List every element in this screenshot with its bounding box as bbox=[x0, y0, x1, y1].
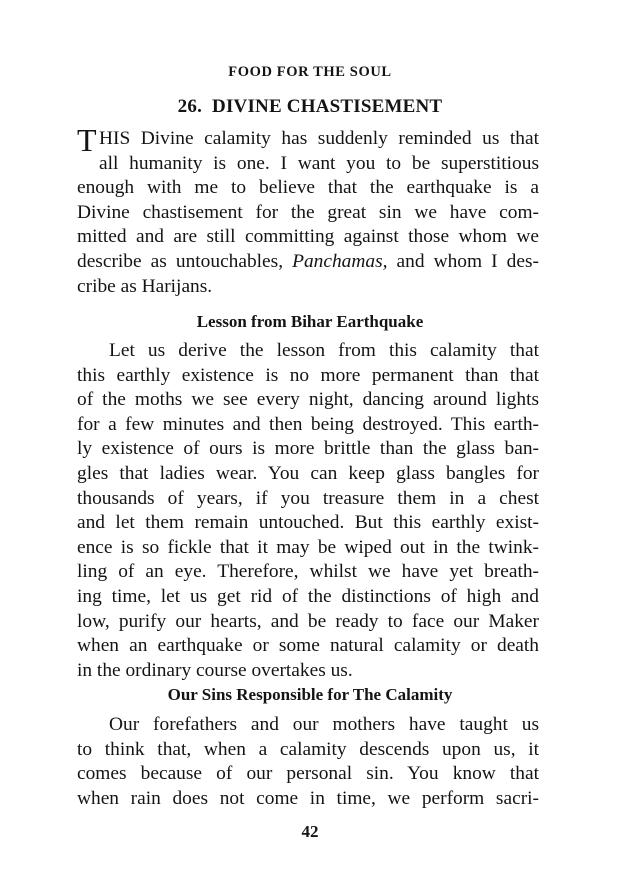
section-heading: Our Sins Responsible for The Calamity bbox=[167, 685, 453, 704]
text-line: and let them remain untouched. But this earthly exist- bbox=[77, 512, 539, 534]
text-line: when an earthquake or some natural calamity or death bbox=[77, 635, 539, 657]
text-segment: describe as untouchables, bbox=[77, 250, 293, 272]
text-line: this earthly existence is no more permanent than that bbox=[77, 364, 539, 386]
text-line: Divine chastisement for the great sin we have com- bbox=[77, 201, 539, 223]
text-line: ling of an eye. Therefore, whilst we have yet breath- bbox=[77, 561, 539, 583]
text-line: when rain does not come in time, we perform sacri- bbox=[77, 787, 539, 809]
text-line: gles that ladies wear. You can keep glass bangles for bbox=[77, 462, 539, 484]
text-line: thousands of years, if you treasure them in a chest bbox=[77, 487, 539, 509]
text-line: cribe as Harijans. bbox=[77, 275, 213, 297]
text-segment: and whom I des- bbox=[387, 250, 539, 272]
text-line: Our forefathers and our mothers have taught us bbox=[109, 714, 539, 735]
text-line: low, purify our hearts, and be ready to face our Maker bbox=[77, 610, 539, 632]
text-line: mitted and are still committing against those whom we bbox=[77, 226, 539, 248]
intro-paragraph bbox=[77, 127, 539, 299]
text-line: of the moths we see every night, dancing around lights bbox=[77, 389, 539, 411]
text-line: enough with me to believe that the earthquake is a bbox=[77, 177, 539, 199]
text-line: for a few minutes and then being destroyed. This earth- bbox=[77, 413, 539, 435]
chapter-title-text: DIVINE CHASTISEMENT bbox=[212, 96, 443, 117]
text-line: Let us derive the lesson from this calamity that bbox=[109, 340, 539, 361]
text-line: comes because of our personal sin. You know that bbox=[77, 763, 539, 785]
chapter-title bbox=[0, 96, 620, 118]
running-head: FOOD FOR THE SOUL bbox=[228, 64, 392, 80]
italic-term: Panchamas, bbox=[292, 250, 388, 272]
text-line: in the ordinary course overtakes us. bbox=[77, 659, 353, 681]
text-line: ence is so fickle that it may be wiped out in the twink- bbox=[77, 536, 539, 558]
section-heading: Lesson from Bihar Earthquake bbox=[196, 312, 424, 331]
text-line: ing time, let us get rid of the distinctions of high and bbox=[77, 585, 539, 607]
section1-paragraph bbox=[77, 339, 539, 683]
text-line: all humanity is one. I want you to be superstitious bbox=[99, 152, 539, 174]
text-line: ly existence of ours is more brittle than the glass ban- bbox=[77, 438, 539, 460]
text-line bbox=[77, 250, 539, 275]
text-line: HIS Divine calamity has suddenly reminded us that bbox=[99, 128, 539, 149]
text-line: to think that, when a calamity descends upon us, it bbox=[77, 738, 539, 760]
page-number: 42 bbox=[301, 822, 319, 841]
chapter-number: 26. bbox=[177, 96, 203, 117]
drop-cap: T bbox=[77, 122, 97, 158]
section2-paragraph bbox=[77, 713, 539, 811]
